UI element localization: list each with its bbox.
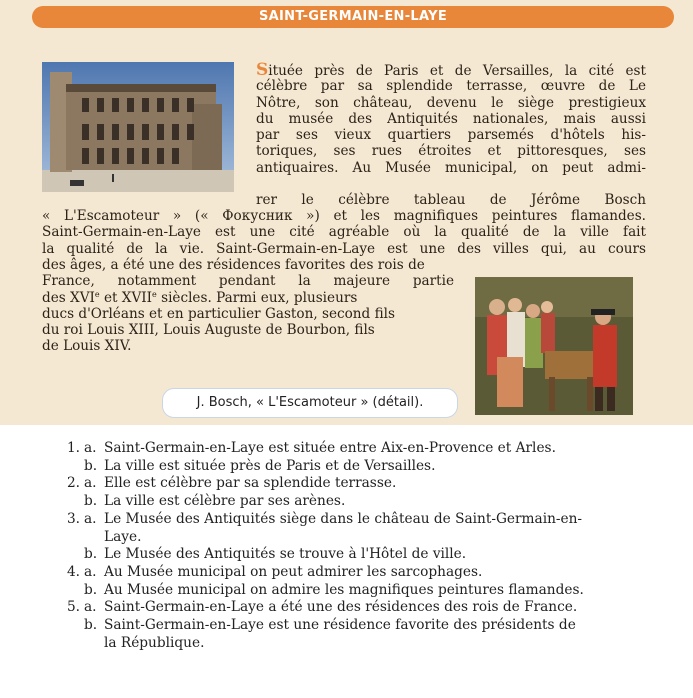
list-item: 4. a. Au Musée municipal on peut admirer les sarcophages.: [58, 564, 678, 582]
paragraph-line: célèbre par sa splendide terrasse, œuvre de Le: [256, 78, 646, 95]
list-item: b. La ville est située près de Paris et de Versailles.: [58, 458, 678, 476]
statement-b: La ville est célèbre par ses arènes.: [104, 493, 346, 510]
item-number: 5.: [66, 599, 80, 616]
item-number: 4.: [66, 563, 80, 580]
dropcap: S: [256, 60, 269, 80]
section-title: SAINT-GERMAIN-EN-LAYE: [32, 6, 674, 28]
item-number: 2.: [66, 475, 80, 492]
paragraph-right: [256, 62, 646, 176]
statement-b: Le Musée des Antiquités se trouve à l'Hôtel de ville.: [104, 546, 467, 563]
list-item: b. Saint-Germain-en-Laye est une résidence favorite des présidents de: [58, 617, 678, 635]
paragraph-line-8: [256, 192, 646, 208]
image-caption: J. Bosch, « L'Escamoteur » (détail).: [162, 388, 458, 418]
exercise-list: [58, 440, 678, 652]
paragraph-line: de Louis XIV.: [42, 338, 132, 355]
paragraph-line: toriques, ses rues étroites et pittoresques, ses: [256, 143, 646, 160]
list-item: 3. a. Le Musée des Antiquités siège dans le château de Saint-Germain-en-: [58, 511, 678, 529]
list-item: 5. a. Saint-Germain-en-Laye a été une des résidences des rois de France.: [58, 599, 678, 617]
paragraph-line: du musée des Antiquités nationales, mais aussi: [256, 110, 646, 127]
item-number: 1.: [66, 440, 80, 456]
statement-a: Au Musée municipal on peut admirer les sarcophages.: [104, 563, 483, 580]
paragraph-left: des âges, a été une des résidences favorites des rois de France, notamment pendant la majeure partie des XVIe et XVIIe siècles. Parmi eux, plusieurs ducs d'Orléans et en particulier Gaston, second fils du roi Louis XIII, Louis Auguste de Bourbon, fils de Louis XIV.: [42, 257, 454, 355]
statement-a: Le Musée des Antiquités siège dans le château de Saint-Germain-en-: [104, 510, 583, 527]
paragraph-line: ituée près de Paris et de Versailles, la cité est: [268, 63, 646, 79]
statement-a: Saint-Germain-en-Laye est située entre Aix-en-Provence et Arles.: [104, 440, 556, 456]
statement-a: Elle est célèbre par sa splendide terrasse.: [104, 475, 397, 492]
list-item-continuation: Laye.: [104, 528, 142, 545]
paragraph-line: « L'Escamoteur » (« Фокусник ») et les magnifiques peintures flamandes.: [42, 208, 646, 224]
statement-a: Saint-Germain-en-Laye a été une des résidences des rois de France.: [104, 599, 578, 616]
list-item: b. Au Musée municipal on admire les magnifiques peintures flamandes.: [58, 582, 678, 600]
list-item-continuation: la République.: [104, 634, 205, 651]
paragraph-line: Saint-Germain-en-Laye est une cité agréable où la qualité de la ville fait: [42, 224, 646, 241]
chateau-photo: [42, 62, 234, 192]
paragraph-line: antiquaires. Au Musée municipal, on peut admi-: [256, 159, 646, 176]
paragraph-line: ducs d'Orléans et en particulier Gaston, second fils: [42, 305, 395, 322]
statement-b: Au Musée municipal on admire les magnifiques peintures flamandes.: [104, 581, 584, 598]
statement-b: La ville est située près de Paris et de Versailles.: [104, 457, 436, 474]
paragraph-line: France, notamment pendant la majeure partie: [42, 273, 454, 290]
list-item: 1. a. Saint-Germain-en-Laye est située entre Aix-en-Provence et Arles.: [58, 440, 678, 458]
painting-image: [475, 277, 633, 415]
list-item: b. La ville est célèbre par ses arènes.: [58, 493, 678, 511]
list-item: b. Le Musée des Antiquités se trouve à l'Hôtel de ville.: [58, 546, 678, 564]
paragraph-full: [42, 208, 646, 257]
paragraph-line: par ses vieux quartiers parsemés d'hôtels his-: [256, 127, 646, 144]
paragraph-line: Nôtre, son château, devenu le siège prestigieux: [256, 94, 646, 111]
item-number: 3.: [66, 510, 80, 527]
paragraph-line: du roi Louis XIII, Louis Auguste de Bourbon, fils: [42, 322, 375, 339]
paragraph-line: des âges, a été une des résidences favorites des rois de: [42, 257, 425, 273]
list-item: 2. a. Elle est célèbre par sa splendide terrasse.: [58, 475, 678, 493]
statement-b: Saint-Germain-en-Laye est une résidence favorite des présidents de: [104, 617, 576, 634]
paragraph-line: rer le célèbre tableau de Jérôme Bosch: [256, 192, 646, 208]
paragraph-line: la qualité de la vie. Saint-Germain-en-Laye est une des villes qui, au cours: [42, 240, 646, 257]
